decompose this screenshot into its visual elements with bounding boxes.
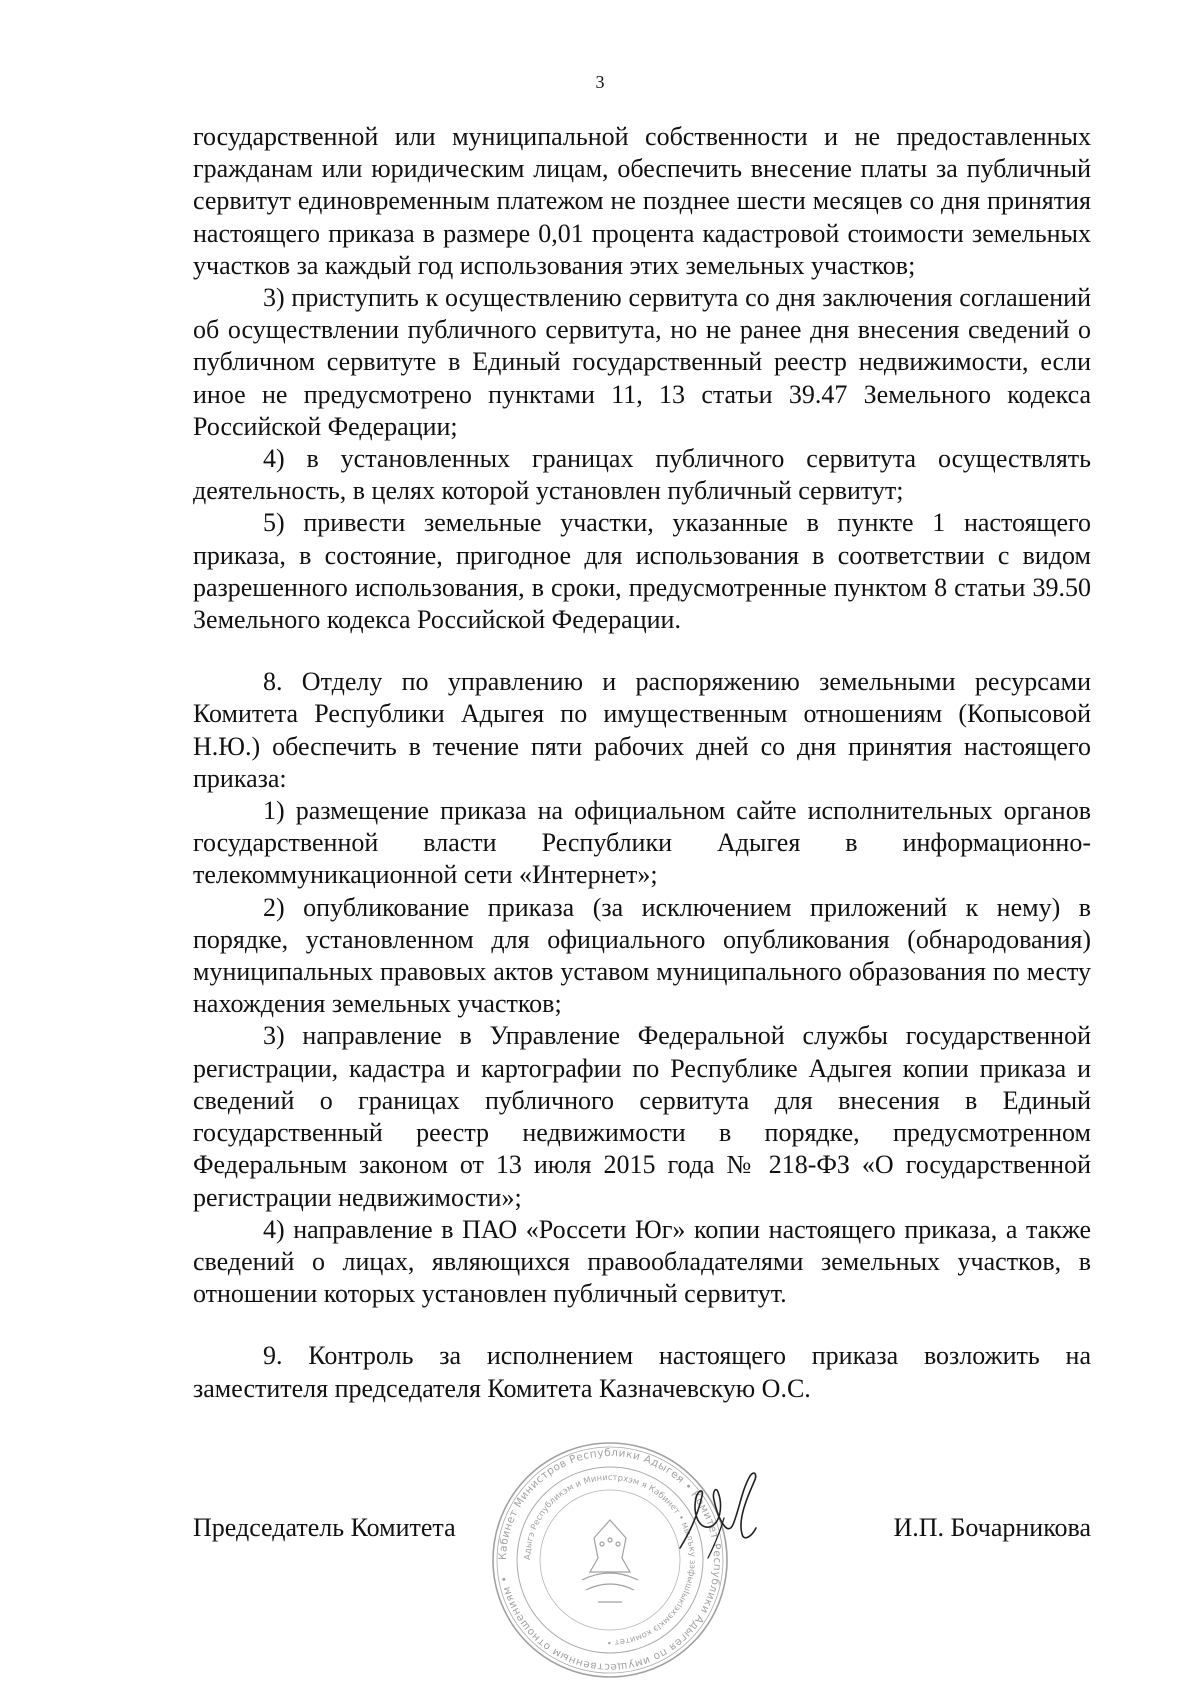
paragraph-section-8-item-4: 4) направление в ПАО «Россети Юг» копии настоящего приказа, а также сведений о лицах, являющихся правообладателями земельных участков, в отношении которых установлен публичный сервитут. (193, 1214, 1091, 1309)
seal-inner-text: Адыгэ Республикэм и Министрхэм я Кабинет • мылъку зэфышIыкIэхэмкIэ комитет • (522, 1472, 698, 1648)
paragraph-item-3: 3) приступить к осуществлению сервитута со дня заключения соглашений об осуществлении публичного сервитута, но не ранее дня внесения сведений о публичном сервитуте в Единый государственный реестр недвижимости, если иное не предусмотрено пунктами 11, 13 статьи 39.47 Земельного кодекса Российской Федерации; (193, 283, 1091, 441)
handwritten-signature (672, 1462, 782, 1572)
paragraph-section-8-item-2: 2) опубликование приказа (за исключением приложений к нему) в порядке, установленном для официального опубликования (обнародования) муниципальных правовых актов уставом муниципального образования по месту нахождения земельных участков; (193, 892, 1091, 1019)
signatory-name: И.П. Бочарникова (893, 1513, 1091, 1542)
paragraph-continuation: государственной или муниципальной собственности и не предоставленных гражданам или юридическим лицам, обеспечить внесение платы за публичный сервитут единовременным платежом не позднее шести месяцев со дня принятия настоящего приказа в размере 0,01 процента кадастровой стоимости земельных участков за каждый год использования этих земельных участков; (193, 122, 1091, 280)
paragraph-section-9: 9. Контроль за исполнением настоящего приказа возложить на заместителя председателя Комитета Казначевскую О.С. (193, 1341, 1091, 1403)
seal-outer-text: Кабинет Министров Республики Адыгея • Комитет Республики Адыгея по имущественным отношениям • (496, 1446, 724, 1674)
document-body (193, 121, 1091, 1405)
paragraph-section-8-item-1: 1) размещение приказа на официальном сайте исполнительных органов государственной власти Республики Адыгея в информационно-телекоммуникационной сети «Интернет»; (193, 796, 1091, 890)
paragraph-item-4: 4) в установленных границах публичного сервитута осуществлять деятельность, в целях которой установлен публичный сервитут; (193, 444, 1091, 506)
svg-text:Адыгэ Республикэм и Министрхэм (523, 1473, 697, 1647)
paragraph-section-8-item-3: 3) направление в Управление Федеральной службы государственной регистрации, кадастра и картографии по Республике Адыгея копии приказа и сведений о границах публичного сервитута для внесения в Единый государственный реестр недвижимости в порядке, предусмотренном Федеральным законом от 13 июля 2015 года № 218-ФЗ «О государственной регистрации недвижимости»; (193, 1021, 1091, 1212)
page-number: 3 (595, 72, 605, 92)
paragraph-item-5: 5) привести земельные участки, указанные в пункте 1 настоящего приказа, в состояние, пригодное для использования в соответствии с видом разрешенного использования, в сроки, предусмотренные пунктом 8 статьи 39.50 Земельного кодекса Российской Федерации. (193, 508, 1091, 635)
coat-of-arms-icon (582, 1520, 638, 1602)
signatory-position: Председатель Комитета (193, 1513, 456, 1542)
paragraph-section-8: 8. Отделу по управлению и распоряжению земельными ресурсами Комитета Республики Адыгея по имущественным отношениям (Копысовой Н.Ю.) обеспечить в течение пяти рабочих дней со дня принятия настоящего приказа: (193, 667, 1091, 793)
